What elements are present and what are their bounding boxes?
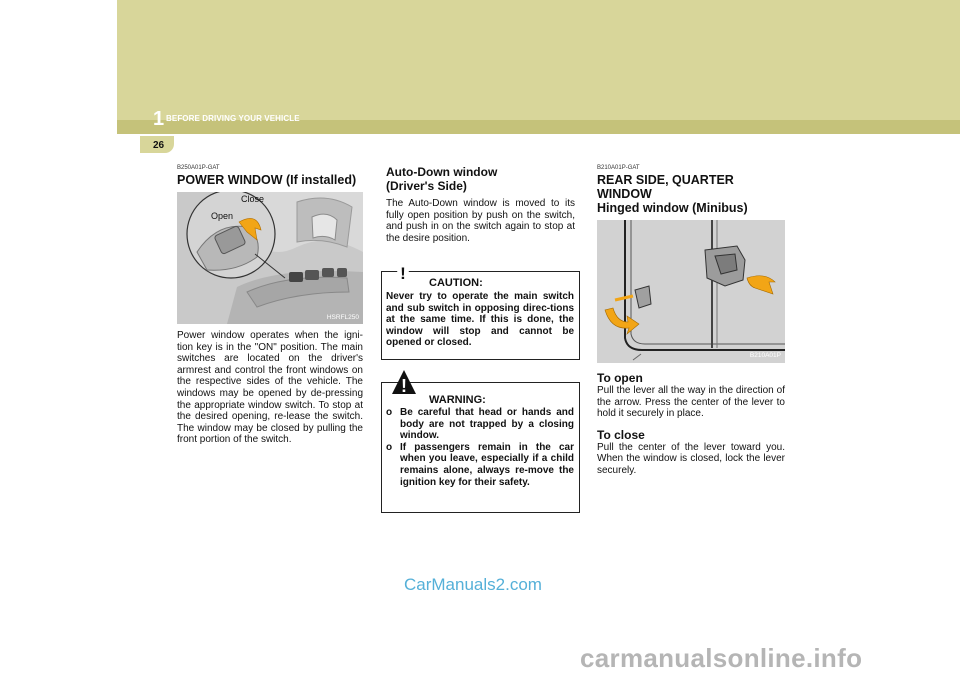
warning-bullet	[386, 407, 574, 442]
bullet-marker: o	[386, 407, 393, 418]
bullet-text: Be careful that head or hands and body are not trapped by a closing window.	[400, 407, 574, 442]
figure-label-open: Open	[211, 211, 234, 221]
quarter-window-section	[597, 165, 785, 477]
warning-bullet	[386, 442, 574, 488]
hinged-window-illustration	[597, 220, 785, 363]
auto-down-title-1: Auto-Down window	[386, 165, 498, 179]
chapter-title: BEFORE DRIVING YOUR VEHICLE	[166, 114, 300, 123]
power-window-text: Power window operates when the igni-tion key is in the "ON" position. The main switches are located on the driver's armrest and control the front windows on the respective sides of the vehicle. The windows may be opened by de-pressing the appropriate window switch. To stop at the desired opening, re-lease the switch. The window may be closed by pulling the front portion of the switch.	[177, 330, 363, 446]
auto-down-title-2: (Driver's Side)	[386, 179, 467, 193]
carmanualsonline-watermark: carmanualsonline.info	[580, 643, 863, 673]
to-close-heading: To close	[597, 427, 645, 442]
caution-box	[381, 264, 580, 360]
auto-down-text: The Auto-Down window is moved to its fully open position by push on the switch, and push in on the switch again to stop at the desire position.	[386, 198, 575, 244]
warning-box	[381, 376, 580, 513]
quarter-window-title-1: REAR SIDE, QUARTER WINDOW	[597, 173, 734, 201]
figure-id: HSRFL250	[326, 314, 359, 321]
carmanuals2-watermark: CarManuals2.com	[404, 575, 542, 594]
figure-label-close: Close	[241, 194, 265, 204]
caution-warning-icon	[392, 261, 414, 281]
power-window-section	[177, 165, 363, 446]
bullet-text: If passengers remain in the car when you leave, especially if a child remains alone, always re-move the ignition key for their safety.	[400, 441, 574, 488]
warning-exclamation-icon	[392, 370, 416, 394]
to-close-text: Pull the center of the lever toward you. When the window is closed, lock the lever securely.	[597, 441, 785, 476]
svg-text:!: !	[401, 376, 407, 394]
quarter-window-title-2: Hinged window (Minibus)	[597, 201, 748, 215]
section-code: B250A01P-GAT	[177, 165, 220, 171]
door-panel-illustration	[177, 192, 363, 324]
power-window-figure	[177, 192, 363, 324]
quarter-window-figure	[597, 220, 785, 363]
figure-id: B210A01P	[749, 352, 781, 359]
to-open-text: Pull the lever all the way in the direction of the arrow. Press the center of the lever to hold it securely in place.	[597, 385, 785, 420]
section-title: POWER WINDOW (If installed)	[177, 173, 357, 187]
header-band	[117, 0, 960, 120]
caution-title: CAUTION:	[429, 277, 483, 289]
bullet-marker: o	[386, 441, 393, 453]
svg-text:!: !	[400, 264, 406, 281]
auto-down-section	[386, 165, 575, 244]
warning-list	[386, 407, 574, 488]
section-code: B210A01P-GAT	[597, 165, 640, 171]
warning-title: WARNING:	[429, 394, 486, 406]
to-open-heading: To open	[597, 371, 643, 385]
page-number: 26	[153, 140, 165, 151]
caution-text: Never try to operate the main switch and sub switch in opposing direc-tions at the same time. If this is done, the window will stop and cannot be opened or closed.	[386, 291, 574, 349]
chapter-number: 1	[153, 108, 165, 130]
